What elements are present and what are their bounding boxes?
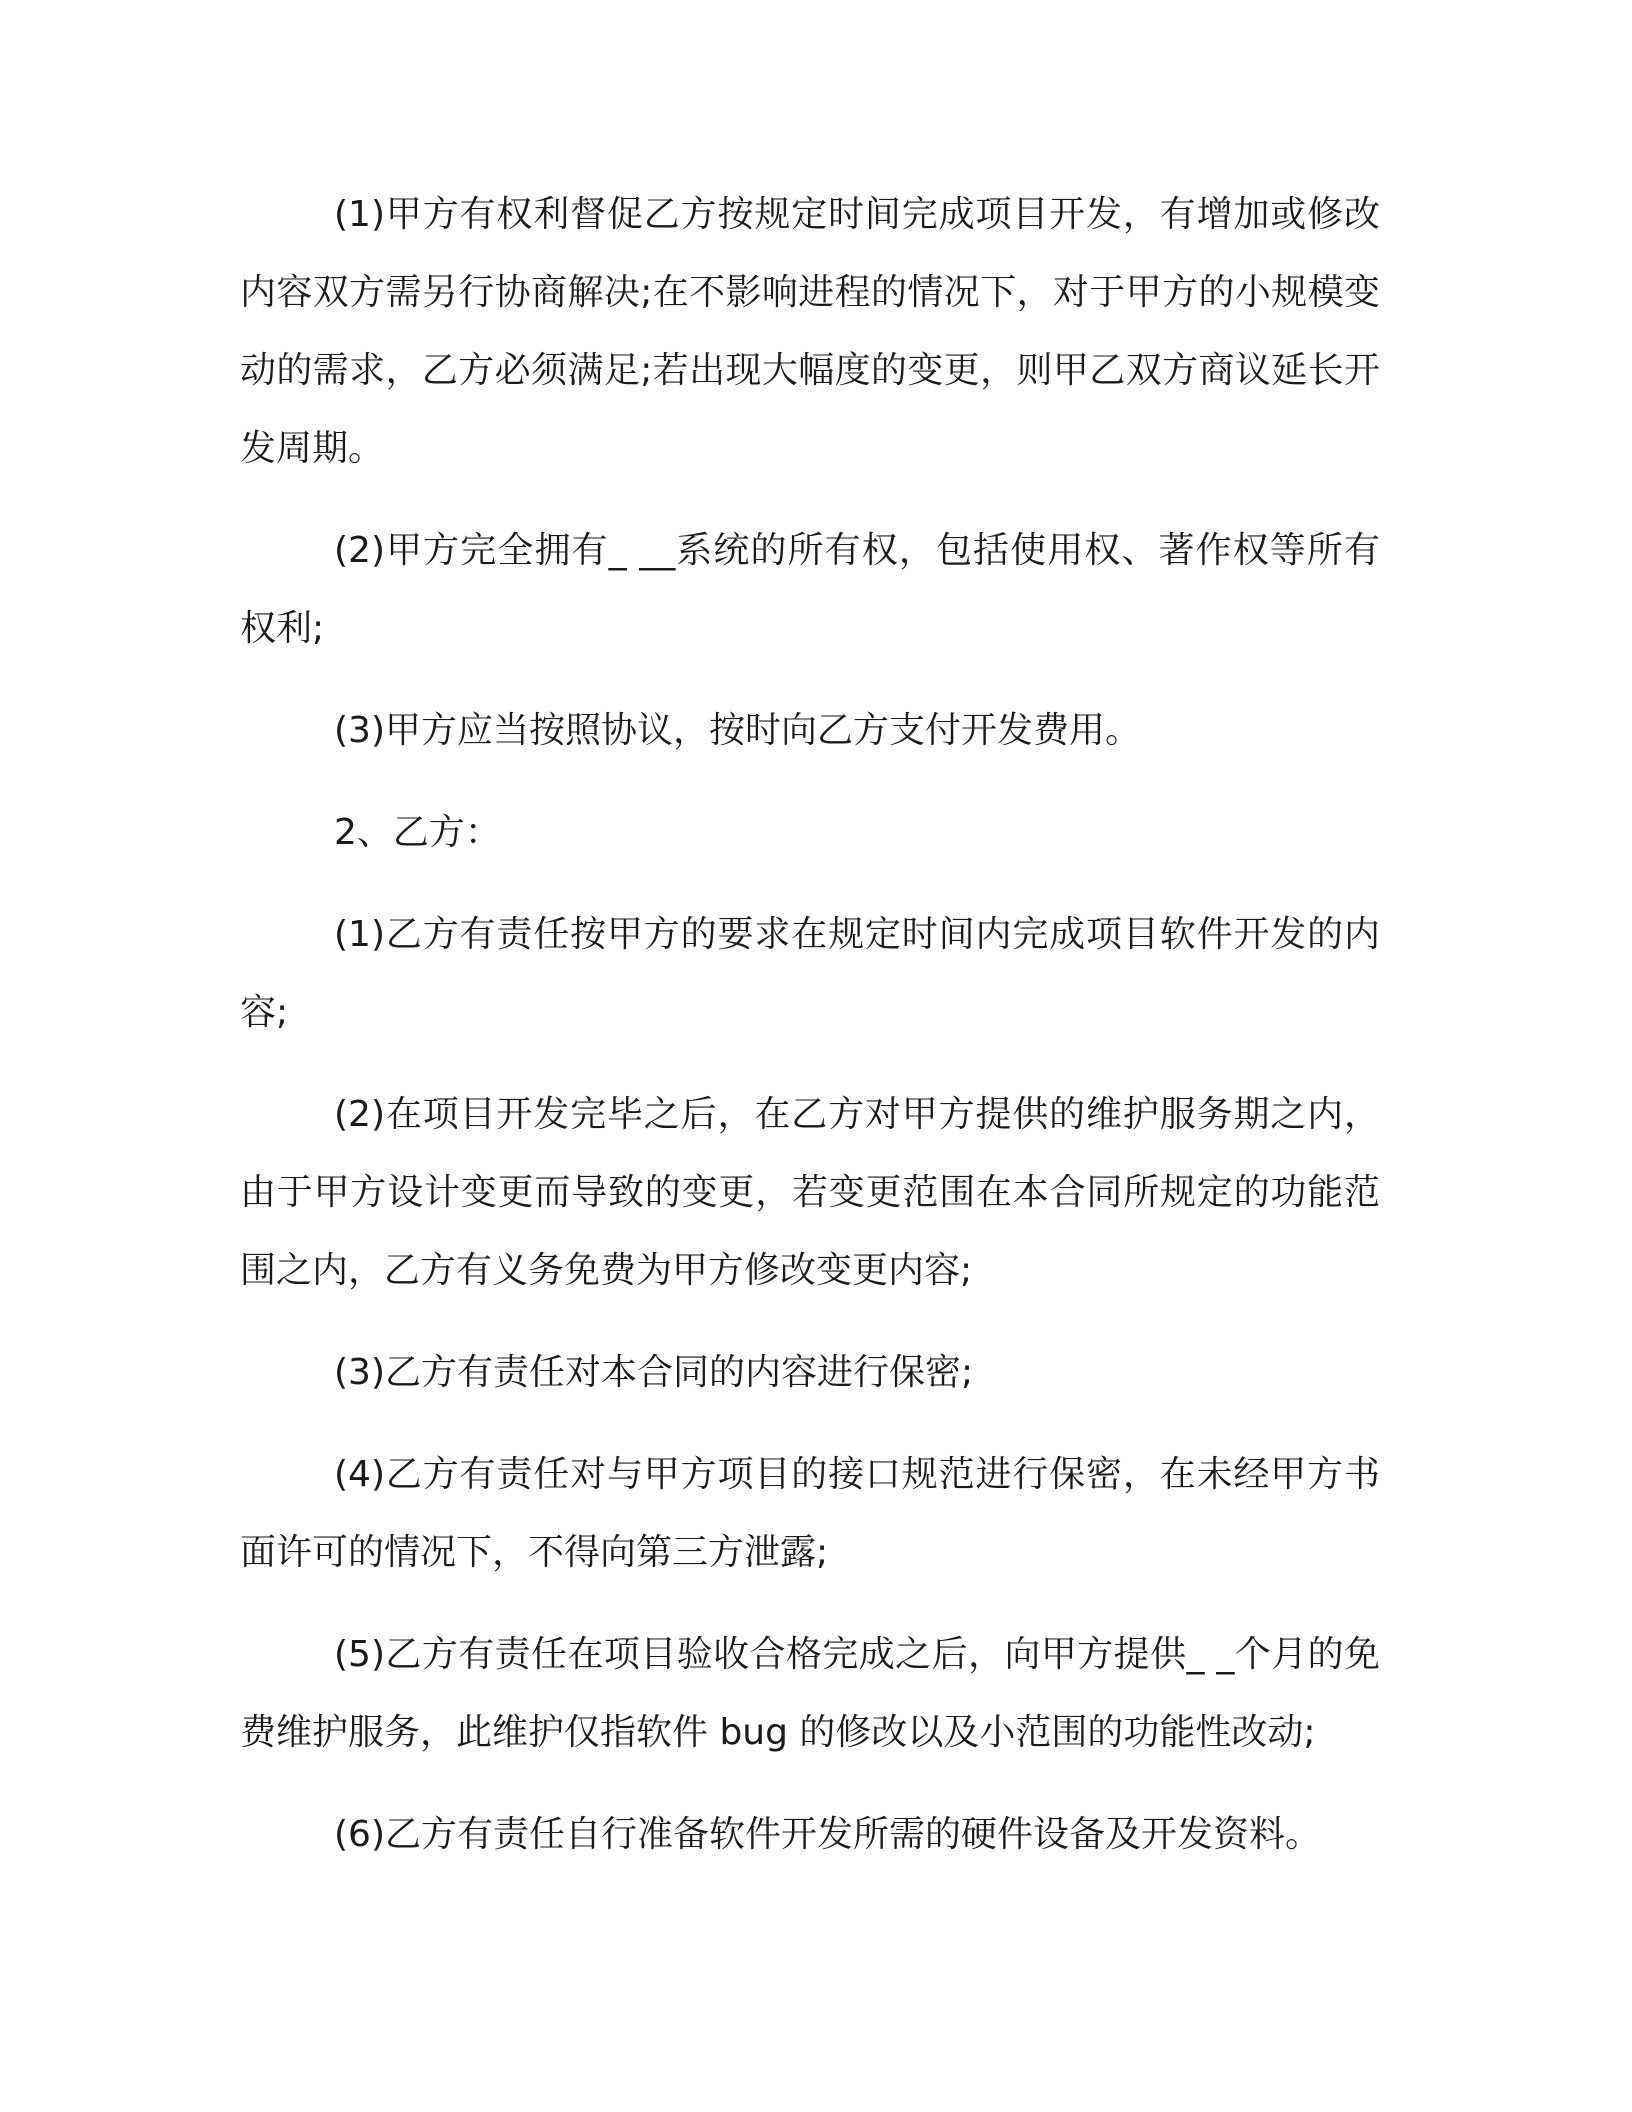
- party-a-clause-1: (1)甲方有权利督促乙方按规定时间完成项目开发，有增加或修改内容双方需另行协商解决;在不影响进程的情况下，对于甲方的小规模变动的需求，乙方必须满足;若出现大幅度的变更，则甲乙双方商议延长开发周期。: [240, 194, 1380, 469]
- party-b-heading: 2、乙方：: [334, 812, 501, 853]
- party-b-clause-4: (4)乙方有责任对与甲方项目的接口规范进行保密，在未经甲方书面许可的情况下，不得向第三方泄露;: [240, 1454, 1380, 1573]
- party-b-clause-5: (5)乙方有责任在项目验收合格完成之后，向甲方提供_ _个月的免费维护服务，此维护仅指软件 bug 的修改以及小范围的功能性改动;: [240, 1634, 1380, 1753]
- party-b-clause-6: (6)乙方有责任自行准备软件开发所需的硬件设备及开发资料。: [334, 1814, 1321, 1855]
- party-a-clause-3: (3)甲方应当按照协议，按时向乙方支付开发费用。: [334, 710, 1141, 751]
- party-b-clause-3: (3)乙方有责任对本合同的内容进行保密;: [334, 1352, 974, 1393]
- party-b-clause-1: (1)乙方有责任按甲方的要求在规定时间内完成项目软件开发的内容;: [240, 914, 1380, 1033]
- party-a-clause-2: (2)甲方完全拥有_ __系统的所有权，包括使用权、著作权等所有权利;: [240, 530, 1380, 649]
- document-body: [240, 176, 1380, 1898]
- party-b-clause-2: (2)在项目开发完毕之后，在乙方对甲方提供的维护服务期之内，由于甲方设计变更而导致的变更，若变更范围在本合同所规定的功能范围之内，乙方有义务免费为甲方修改变更内容;: [240, 1094, 1380, 1291]
